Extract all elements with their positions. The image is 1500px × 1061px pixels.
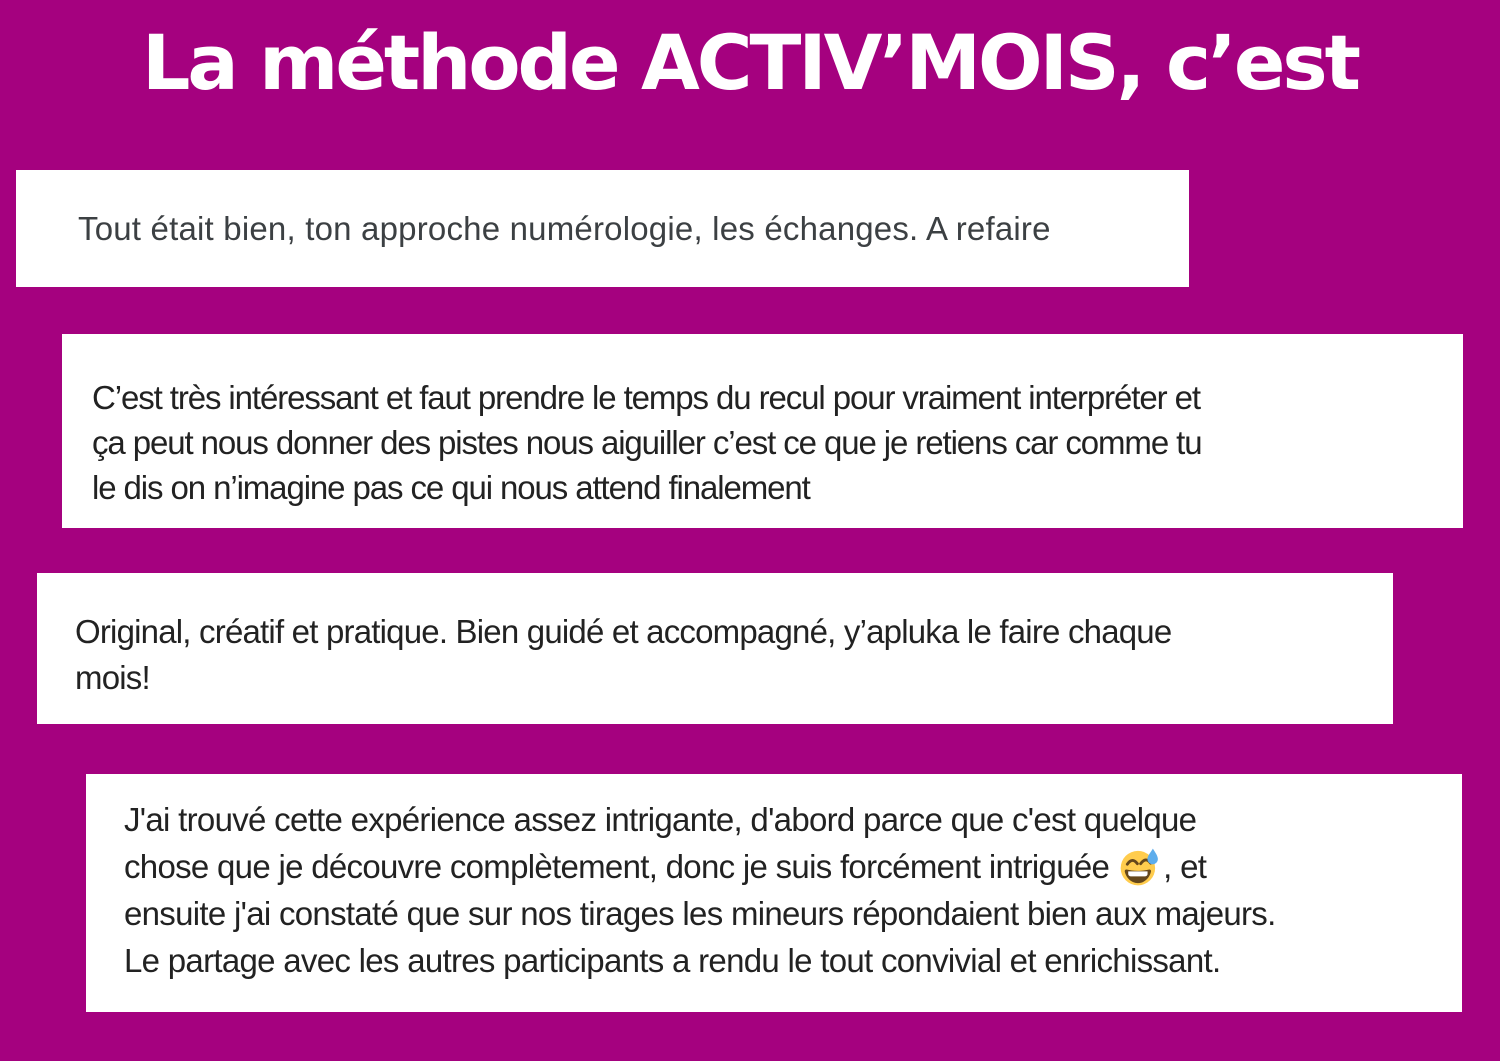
testimonial-3-line-2: mois! <box>75 659 150 696</box>
testimonial-card-2 <box>62 334 1463 528</box>
testimonial-card-3 <box>37 573 1393 724</box>
testimonial-4-line-3: ensuite j'ai constaté que sur nos tirages les mineurs répondaient bien aux majeurs. <box>124 895 1276 932</box>
testimonial-card-1 <box>16 170 1189 287</box>
testimonial-2-line-3: le dis on n’imagine pas ce qui nous attend finalement <box>92 469 810 506</box>
testimonial-1-line-1: Tout était bien, ton approche numérologie, les échanges. A refaire <box>78 209 1051 247</box>
testimonial-2-line-2: ça peut nous donner des pistes nous aiguiller c’est ce que je retiens car comme tu <box>92 424 1202 461</box>
testimonial-4-line-2-tail: , et <box>1163 848 1207 885</box>
page-title: La méthode ACTIV’MOIS, c’est <box>142 18 1358 107</box>
emoji-character <box>1163 843 1164 844</box>
testimonial-4-line-4: Le partage avec les autres participants a rendu le tout convivial et enrichissant. <box>124 942 1221 979</box>
testimonial-4-line-1: J'ai trouvé cette expérience assez intrigante, d'abord parce que c'est quelque <box>124 801 1197 838</box>
grinning-face-with-sweat-emoji <box>1119 847 1159 887</box>
testimonial-card-4 <box>86 774 1462 1012</box>
testimonial-4-line-2 <box>124 843 1452 890</box>
testimonial-4-line-2-text: chose que je découvre complètement, donc je suis forcément intriguée <box>124 848 1110 885</box>
testimonial-3-line-1: Original, créatif et pratique. Bien guidé et accompagné, y’apluka le faire chaque <box>75 613 1172 650</box>
testimonial-2-line-1: C’est très intéressant et faut prendre le temps du recul pour vraiment interpréter et <box>92 379 1200 416</box>
